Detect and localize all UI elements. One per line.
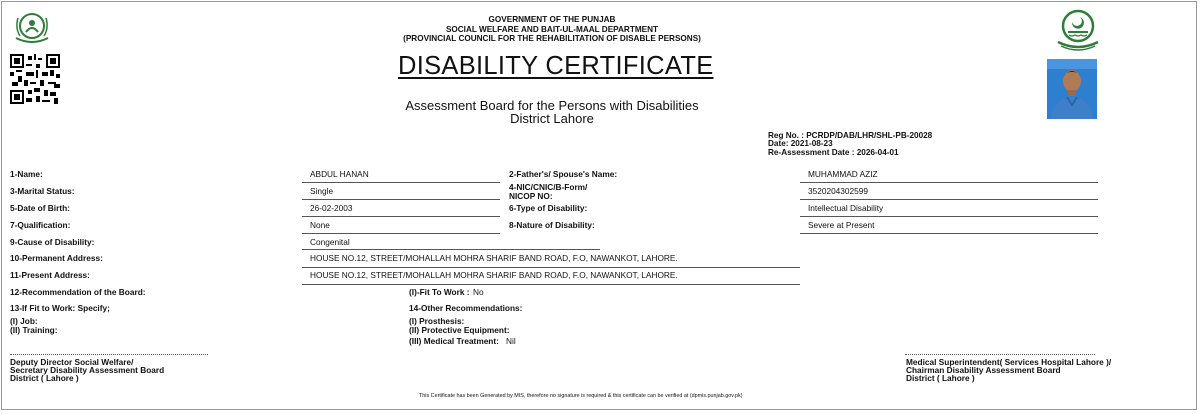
right-signatory-line-3: District ( Lahore )	[906, 373, 975, 383]
qualification-label: 7-Qualification:	[10, 220, 71, 230]
dob-underline	[302, 216, 500, 217]
cause-underline	[302, 249, 600, 250]
right-signatory-line-2: Chairman Disability Assessment Board	[906, 365, 1061, 375]
permanent-address-value: HOUSE NO.12, STREET/MOHALLAH MOHRA SHARIF BAND ROAD, F.O, NAWANKOT, LAHORE.	[310, 253, 678, 263]
applicant-photo	[1047, 59, 1097, 119]
nic-value: 3520204302599	[808, 186, 868, 196]
present-address-value: HOUSE NO.12, STREET/MOHALLAH MOHRA SHARIF BAND ROAD, F.O, NAWANKOT, LAHORE.	[310, 270, 678, 280]
medical-treatment-label: (III) Medical Treatment:	[409, 336, 499, 346]
father-name-label: 2-Father's/ Spouse's Name:	[509, 169, 618, 179]
present-address-underline	[302, 284, 800, 285]
left-signatory-line-3: District ( Lahore )	[10, 373, 79, 383]
fit-to-work-value: No	[473, 287, 484, 297]
header-line-2: SOCIAL WELFARE AND BAIT-UL-MAAL DEPARTMENT	[445, 24, 659, 34]
right-signature-line	[905, 354, 1095, 355]
cause-label: 9-Cause of Disability:	[10, 237, 95, 247]
disability-type-underline	[800, 216, 1098, 217]
job-label: (I) Job:	[10, 316, 38, 326]
board-heading	[382, 100, 722, 125]
father-name-underline	[800, 182, 1098, 183]
marital-status-label: 3-Marital Status:	[10, 186, 75, 196]
header-line-1: GOVERNMENT OF THE PUNJAB	[488, 15, 616, 24]
nic-label-line-2: NICOP NO:	[509, 191, 553, 201]
disability-type-label: 6-Type of Disability:	[509, 203, 588, 213]
left-signatory-line-1: Deputy Director Social Welfare/	[10, 357, 134, 367]
medical-treatment-value: Nil	[506, 336, 516, 346]
dob-label: 5-Date of Birth:	[10, 203, 70, 213]
other-recommendations-label: 14-Other Recommendations:	[409, 303, 523, 313]
name-underline	[302, 182, 500, 183]
certificate-page	[1, 1, 1197, 410]
left-signature-line	[10, 354, 208, 355]
qr-code-icon	[10, 54, 60, 104]
cause-value: Congenital	[310, 237, 350, 247]
nic-underline	[800, 199, 1098, 200]
header-block	[382, 15, 722, 44]
name-value: ABDUL HANAN	[310, 169, 369, 179]
reg-date: Date: 2021-08-23	[768, 139, 833, 149]
permanent-address-underline	[302, 267, 800, 268]
pcrdp-logo-icon	[12, 10, 52, 48]
name-label: 1-Name:	[10, 169, 43, 179]
right-signatory-line-1: Medical Superintendent( Services Hospital Lahore )/	[906, 357, 1112, 367]
nic-label-line-1: 4-NIC/CNIC/B-Form/	[509, 182, 588, 192]
qualification-underline	[302, 233, 500, 234]
father-name-value: MUHAMMAD AZIZ	[808, 169, 878, 179]
certificate-title: DISABILITY CERTIFICATE	[398, 52, 714, 80]
board-line-1: Assessment Board for the Persons with Disabilities	[405, 98, 699, 113]
fit-to-work-label: (I)-Fit To Work :	[409, 287, 470, 297]
disability-nature-label: 8-Nature of Disability:	[509, 220, 595, 230]
reg-number: Reg No. : PCRDP/DAB/LHR/SHL-PB-20028	[768, 131, 933, 140]
fit-specify-label: 13-If Fit to Work: Specify;	[10, 303, 110, 313]
dob-value: 26-02-2003	[310, 203, 353, 213]
permanent-address-label: 10-Permanent Address:	[10, 253, 103, 263]
qualification-value: None	[310, 220, 330, 230]
registration-block	[768, 132, 932, 157]
disability-type-value: Intellectual Disability	[808, 203, 884, 213]
disability-nature-underline	[800, 233, 1098, 234]
header-line-3: (PROVINCIAL COUNCIL FOR THE REHABILITATION OF DISABLE PERSONS)	[403, 34, 701, 43]
punjab-government-logo-icon	[1052, 8, 1104, 54]
training-label: (II) Training:	[10, 325, 58, 335]
marital-status-underline	[302, 199, 500, 200]
protective-equipment-label: (II) Protective Equipment:	[409, 325, 510, 335]
marital-status-value: Single	[310, 186, 334, 196]
prosthesis-label: (I) Prosthesis:	[409, 316, 465, 326]
reassessment-date: Re-Assessment Date : 2026-04-01	[768, 147, 899, 157]
board-recommendation-label: 12-Recommendation of the Board:	[10, 287, 146, 297]
disability-nature-value: Severe at Present	[808, 220, 875, 230]
verification-footer: This Certificate has been Generated by MIS, therefore no signature is required & this certificate can be verified at (dpmis.punjab.gov.pk)	[419, 393, 743, 399]
present-address-label: 11-Present Address:	[10, 270, 90, 280]
board-line-2: District Lahore	[510, 110, 594, 126]
left-signatory-line-2: Secretary Disability Assessment Board	[10, 365, 165, 375]
